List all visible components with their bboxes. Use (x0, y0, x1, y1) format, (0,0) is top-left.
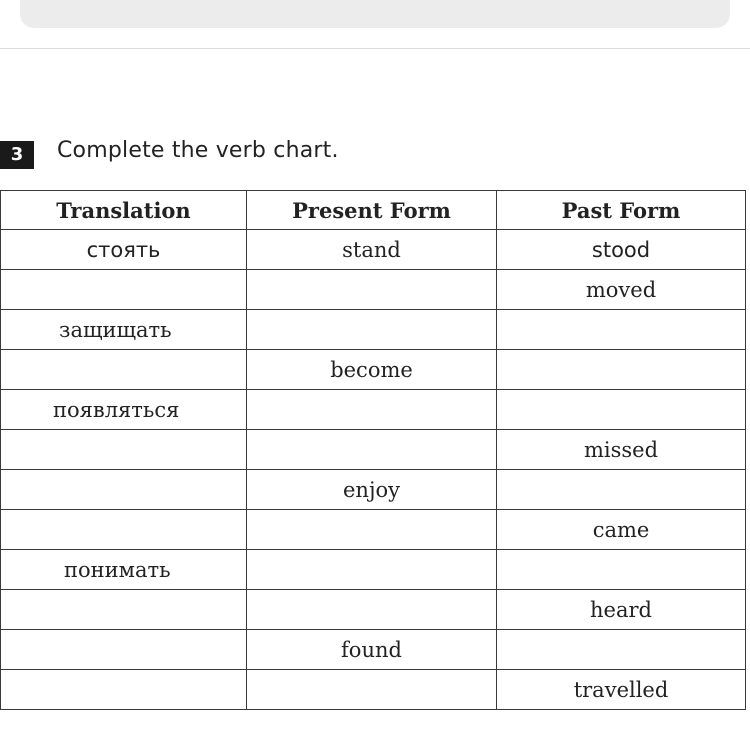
table-row (1, 270, 746, 310)
present-cell[interactable]: found (247, 630, 497, 670)
header-past-form: Past Form (497, 191, 746, 230)
translation-cell[interactable] (1, 470, 247, 510)
table-row (1, 390, 746, 430)
present-cell[interactable] (247, 390, 497, 430)
translation-cell[interactable]: появляться (1, 390, 247, 430)
table-row (1, 510, 746, 550)
translation-cell[interactable] (1, 430, 247, 470)
translation-cell[interactable]: защищать (1, 310, 247, 350)
past-cell[interactable]: missed (497, 430, 746, 470)
past-cell[interactable] (497, 390, 746, 430)
translation-cell[interactable] (1, 350, 247, 390)
translation-cell[interactable] (1, 630, 247, 670)
past-cell[interactable]: travelled (497, 670, 746, 710)
browser-address-bar (0, 0, 750, 49)
present-cell[interactable] (247, 270, 497, 310)
table-row (1, 430, 746, 470)
past-cell[interactable]: came (497, 510, 746, 550)
past-cell[interactable] (497, 630, 746, 670)
table-row (1, 230, 746, 270)
table-row (1, 670, 746, 710)
url-field[interactable] (20, 0, 730, 28)
translation-cell[interactable]: стоять (1, 230, 247, 270)
translation-cell[interactable] (1, 670, 247, 710)
table-header-row (1, 191, 746, 230)
exercise-number-badge: 3 (0, 141, 34, 169)
table-row (1, 590, 746, 630)
past-cell[interactable] (497, 470, 746, 510)
table-row (1, 550, 746, 590)
table-row (1, 470, 746, 510)
header-translation: Translation (1, 191, 247, 230)
translation-cell[interactable] (1, 270, 247, 310)
header-present-form: Present Form (247, 191, 497, 230)
translation-cell[interactable] (1, 510, 247, 550)
past-cell[interactable] (497, 310, 746, 350)
present-cell[interactable]: stand (247, 230, 497, 270)
present-cell[interactable]: become (247, 350, 497, 390)
table-row (1, 630, 746, 670)
present-cell[interactable]: enjoy (247, 470, 497, 510)
present-cell[interactable] (247, 430, 497, 470)
past-cell[interactable] (497, 550, 746, 590)
present-cell[interactable] (247, 590, 497, 630)
present-cell[interactable] (247, 670, 497, 710)
past-cell[interactable]: heard (497, 590, 746, 630)
present-cell[interactable] (247, 510, 497, 550)
exercise-instruction: Complete the verb chart. (57, 138, 339, 163)
past-cell[interactable] (497, 350, 746, 390)
past-cell[interactable]: moved (497, 270, 746, 310)
verb-chart-table (0, 190, 746, 710)
translation-cell[interactable]: понимать (1, 550, 247, 590)
past-cell[interactable]: stood (497, 230, 746, 270)
present-cell[interactable] (247, 310, 497, 350)
table-row (1, 310, 746, 350)
present-cell[interactable] (247, 550, 497, 590)
translation-cell[interactable] (1, 590, 247, 630)
table-row (1, 350, 746, 390)
